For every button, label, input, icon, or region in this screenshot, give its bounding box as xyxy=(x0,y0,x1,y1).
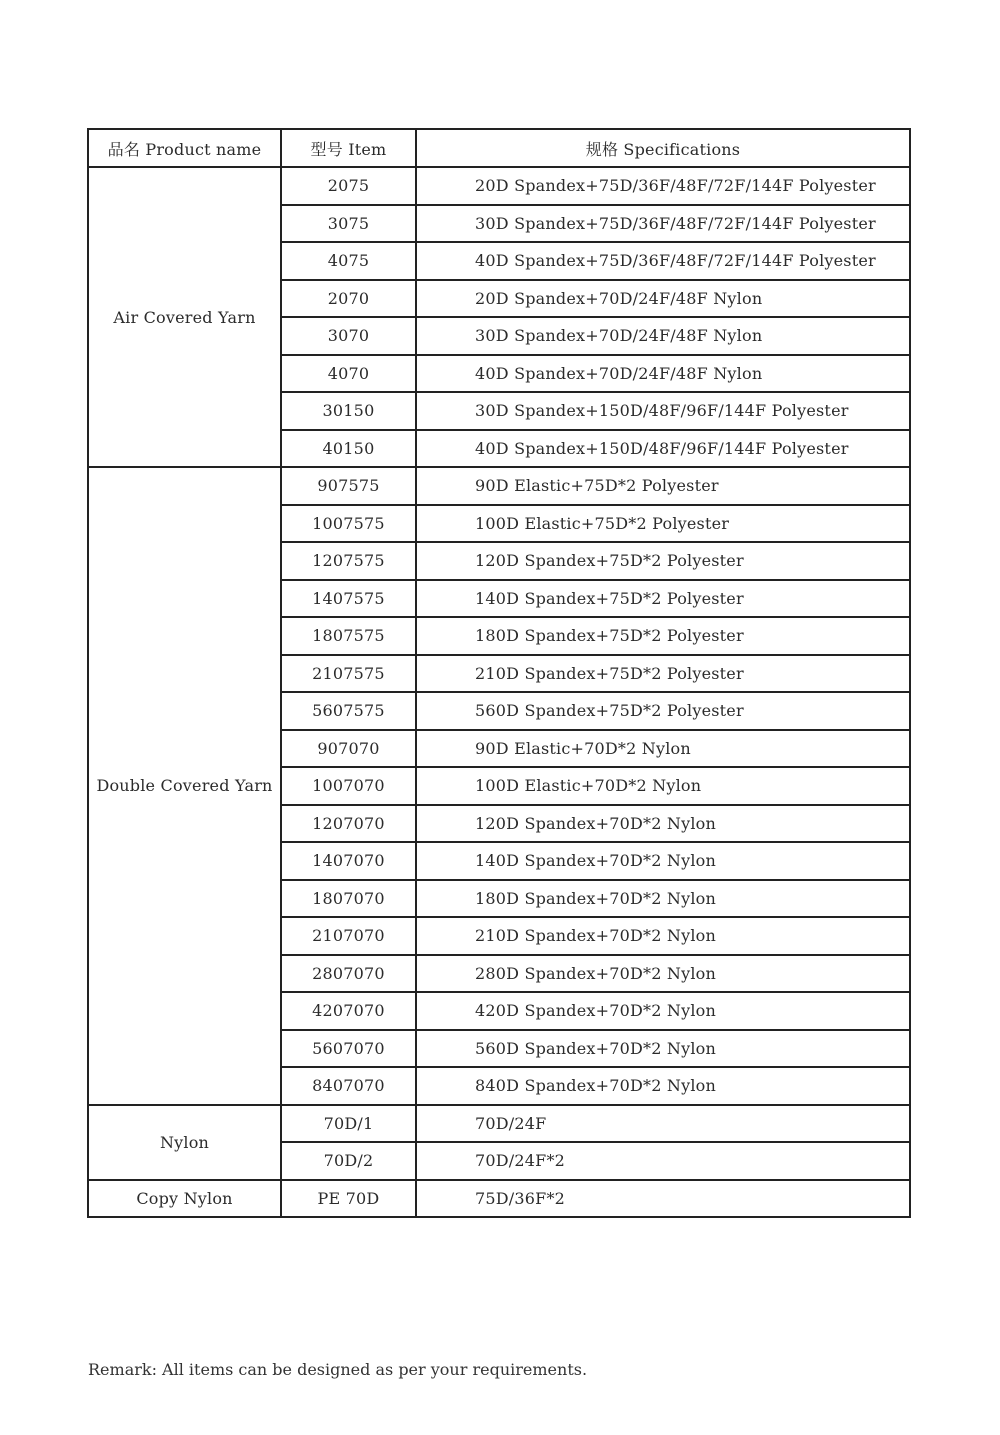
item-cell: 1407070 xyxy=(281,842,416,880)
item-cell: 1807070 xyxy=(281,880,416,918)
item-cell: 5607070 xyxy=(281,1030,416,1068)
specification-cell: 140D Spandex+70D*2 Nylon xyxy=(416,842,910,880)
specification-cell: 90D Elastic+70D*2 Nylon xyxy=(416,730,910,768)
specification-cell: 75D/36F*2 xyxy=(416,1180,910,1218)
item-cell: 70D/2 xyxy=(281,1142,416,1180)
specification-cell: 420D Spandex+70D*2 Nylon xyxy=(416,992,910,1030)
header-item: 型号 Item xyxy=(281,129,416,167)
item-cell: 2070 xyxy=(281,280,416,318)
item-cell: 1807575 xyxy=(281,617,416,655)
item-cell: 907070 xyxy=(281,730,416,768)
item-cell: 2075 xyxy=(281,167,416,205)
item-cell: 1207070 xyxy=(281,805,416,843)
specification-cell: 40D Spandex+75D/36F/48F/72F/144F Polyester xyxy=(416,242,910,280)
item-cell: 4070 xyxy=(281,355,416,393)
item-cell: 40150 xyxy=(281,430,416,468)
specification-cell: 210D Spandex+70D*2 Nylon xyxy=(416,917,910,955)
product-name-cell: Air Covered Yarn xyxy=(88,167,281,467)
specification-cell: 120D Spandex+70D*2 Nylon xyxy=(416,805,910,843)
item-cell: 3075 xyxy=(281,205,416,243)
item-cell: 1007575 xyxy=(281,505,416,543)
item-cell: 30150 xyxy=(281,392,416,430)
table-row xyxy=(88,467,910,505)
specification-cell: 840D Spandex+70D*2 Nylon xyxy=(416,1067,910,1105)
item-cell: 4075 xyxy=(281,242,416,280)
item-cell: 2107575 xyxy=(281,655,416,693)
item-cell: 3070 xyxy=(281,317,416,355)
table-row xyxy=(88,167,910,205)
specification-cell: 120D Spandex+75D*2 Polyester xyxy=(416,542,910,580)
specification-cell: 90D Elastic+75D*2 Polyester xyxy=(416,467,910,505)
specification-cell: 280D Spandex+70D*2 Nylon xyxy=(416,955,910,993)
item-cell: 8407070 xyxy=(281,1067,416,1105)
item-cell: 1007070 xyxy=(281,767,416,805)
table-row xyxy=(88,1105,910,1143)
specification-cell: 100D Elastic+75D*2 Polyester xyxy=(416,505,910,543)
specification-cell: 70D/24F*2 xyxy=(416,1142,910,1180)
specification-cell: 40D Spandex+70D/24F/48F Nylon xyxy=(416,355,910,393)
product-name-cell: Double Covered Yarn xyxy=(88,467,281,1105)
specification-cell: 40D Spandex+150D/48F/96F/144F Polyester xyxy=(416,430,910,468)
header-product-name: 品名 Product name xyxy=(88,129,281,167)
specification-cell: 100D Elastic+70D*2 Nylon xyxy=(416,767,910,805)
item-cell: 907575 xyxy=(281,467,416,505)
table-body xyxy=(88,167,910,1217)
item-cell: 2807070 xyxy=(281,955,416,993)
specification-cell: 180D Spandex+70D*2 Nylon xyxy=(416,880,910,918)
specification-cell: 180D Spandex+75D*2 Polyester xyxy=(416,617,910,655)
item-cell: 2107070 xyxy=(281,917,416,955)
specification-cell: 20D Spandex+70D/24F/48F Nylon xyxy=(416,280,910,318)
item-cell: 70D/1 xyxy=(281,1105,416,1143)
specification-cell: 70D/24F xyxy=(416,1105,910,1143)
specification-cell: 210D Spandex+75D*2 Polyester xyxy=(416,655,910,693)
table-row xyxy=(88,1180,910,1218)
spec-table xyxy=(87,128,911,1218)
remark-note: Remark: All items can be designed as per your requirements. xyxy=(88,1360,588,1379)
item-cell: 1407575 xyxy=(281,580,416,618)
table-header xyxy=(88,129,910,167)
specification-cell: 30D Spandex+70D/24F/48F Nylon xyxy=(416,317,910,355)
specification-cell: 140D Spandex+75D*2 Polyester xyxy=(416,580,910,618)
item-cell: PE 70D xyxy=(281,1180,416,1218)
specification-cell: 560D Spandex+70D*2 Nylon xyxy=(416,1030,910,1068)
item-cell: 5607575 xyxy=(281,692,416,730)
header-row xyxy=(88,129,910,167)
product-name-cell: Copy Nylon xyxy=(88,1180,281,1218)
product-name-cell: Nylon xyxy=(88,1105,281,1180)
specification-cell: 20D Spandex+75D/36F/48F/72F/144F Polyester xyxy=(416,167,910,205)
item-cell: 1207575 xyxy=(281,542,416,580)
item-cell: 4207070 xyxy=(281,992,416,1030)
header-specifications: 规格 Specifications xyxy=(416,129,910,167)
specification-cell: 30D Spandex+75D/36F/48F/72F/144F Polyester xyxy=(416,205,910,243)
specification-cell: 560D Spandex+75D*2 Polyester xyxy=(416,692,910,730)
specification-cell: 30D Spandex+150D/48F/96F/144F Polyester xyxy=(416,392,910,430)
